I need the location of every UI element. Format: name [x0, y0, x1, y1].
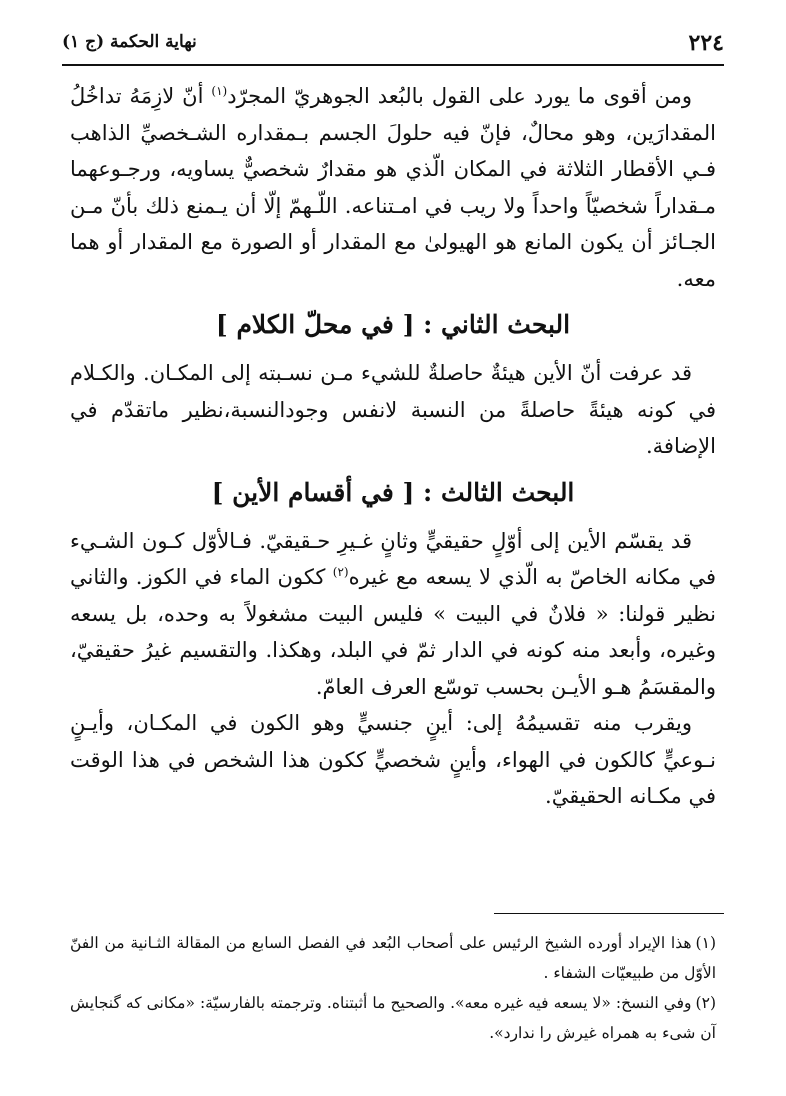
footnote-2-number: (٢)	[695, 994, 716, 1012]
footnote-1-number: (١)	[695, 934, 716, 952]
footnote-ref-1: (١)	[211, 84, 228, 98]
paragraph-1-text-b: أنّ لازِمَهُ تداخُلُ المقدارَين، وهو محالٌ، فإنّ فيه حلولَ الجسم بـمقداره الشـخصيِّ الذاهب فـي الأقطار الثلاثة في المكان الّذي هو مقدارٌ شخصيٌّ يساويه، ورجـوعهما مـقداراً شخصيّاً واحداً ولا ريب في امـتناعه. اللّـهمّ إلّا أن يـمنع ذلك بأنّ مـن الجـائز أن يكون المانع هو الهيولىٰ مع المقدار أو الصورة مع المقدار أو هما معه.	[70, 84, 716, 291]
paragraph-1	[70, 78, 716, 297]
paragraph-1-text-a: ومن أقوى ما يورد على القول بالبُعد الجوهريّ المجرّد	[227, 84, 692, 108]
paragraph-3	[70, 523, 716, 706]
running-title: نهاية الحكمة (ج ١)	[62, 32, 197, 52]
footnote-ref-2: (٢)	[332, 565, 349, 579]
paragraph-4-text: ويقرب منه تقسيمُهُ إلى: أينٍ جنسيٍّ وهو الكون في المكـان، وأيـنٍ نـوعيٍّ كالكون في الهواء، وأينٍ شخصيٍّ ككون هذا الشخص في هذا الوقت في مكـانه الحقيقيّ.	[70, 711, 716, 808]
footnote-2-text: وفي النسخ: «لا يسعه فيه غيره معه». والصحيح ما أثبتناه. وترجمته بالفارسيّة: «مكانى كه گنجايش آن شىء به همراه غيرش را ندارد».	[70, 994, 716, 1042]
footnote-2	[70, 988, 716, 1048]
paragraph-3-text-b: ككون الماء في الكوز. والثاني نظير قولنا: « فلانٌ في البيت » فليس البيت مشغولاً به وحده، بل يسعه وغيره، وأبعد منه كونه في الدار ثمّ في البلد، وهكذا. والتقسيم غيرُ حقيقيّ، والمقسَمُ هـو الأيـن بحسب توسّع العرف العامّ.	[70, 565, 716, 699]
paragraph-4	[70, 705, 716, 815]
section-heading-2: البحث الثاني : [ في محلّ الكلام ]	[215, 310, 571, 339]
paragraph-2	[70, 355, 716, 465]
page-header	[62, 30, 724, 66]
paragraph-3-text-a: قد يقسّم الأين إلى أوّلٍ حقيقيٍّ وثانٍ غـيرِ حـقيقيّ. فـالأوّل كـون الشـيء في مكانه الخاصّ به الّذي لا يسعه مع غيره	[70, 528, 716, 589]
section-heading-3: البحث الثالث : [ في أقسام الأين ]	[211, 477, 575, 507]
paragraph-2-text: قد عرفت أنّ الأين هيئةٌ حاصلةٌ للشيء مـن نسـبته إلى المكـان. والكـلام في كونه هيئةً حاصلةً من النسبة لانفس وجودالنسبة،نظير ماتقدّم في الإضافة.	[70, 361, 716, 458]
footnotes	[70, 928, 716, 1048]
footnote-1-text: هذا الإيراد أورده الشيخ الرئيس على أصحاب البُعد في الفصل السابع من المقالة الثـانية من الفنّ الأوّل من طبيعيّات الشفاء .	[70, 934, 716, 982]
footnote-1	[70, 928, 716, 988]
page-number: ٢٢٤	[688, 30, 724, 56]
footnote-divider	[494, 913, 724, 914]
main-text	[70, 78, 716, 815]
